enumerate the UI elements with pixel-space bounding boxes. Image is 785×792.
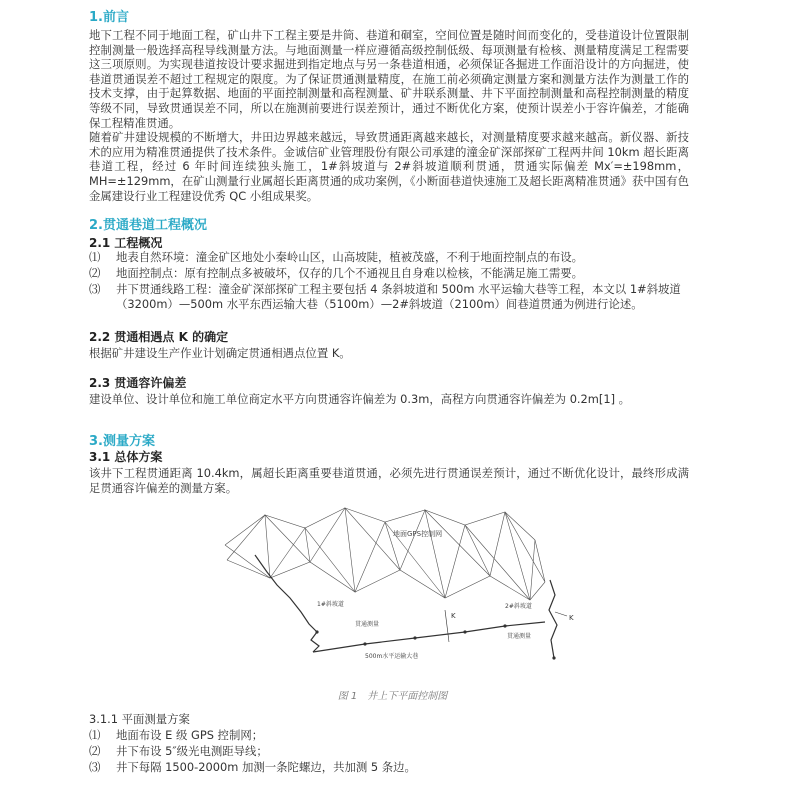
k-marker-line [445, 610, 449, 642]
k-point-label-2: K [569, 614, 574, 622]
section-3-1-body: 该井下工程贯通距离 10.4km，属超长距离重要巷道贯通，必须先进行贯通误差预计，通过不断优化设计，最终形成满足贯通容许偏差的测量方案。 [89, 466, 689, 495]
tunnel-label: 500m水平运输大巷 [365, 653, 419, 660]
list-item-text: 地表自然环境：潼金矿区地处小秦岭山区，山高坡陡，植被茂盛，不利于地面控制点的布设。 [116, 250, 584, 264]
section-2-3-body: 建设单位、设计单位和施工单位商定水平方向贯通容许偏差为 0.3m，高程方向贯通容许偏差为 0.2m[1] 。 [89, 392, 631, 406]
list-item-text: 地面控制点：原有控制点多被破坏，仅存的几个不通视且自身难以检核，不能满足施工需要。 [116, 266, 584, 280]
section-3-heading: 3.测量方案 [89, 434, 155, 449]
measure-1-label: 贯通测量 [355, 621, 380, 628]
list-item-number: ⑶ [89, 760, 101, 774]
list-item-number: ⑴ [89, 728, 101, 742]
list-item-number: ⑵ [89, 266, 101, 280]
list-item-text: 井下每隔 1500-2000m 加测一条陀螺边，共加测 5 条边。 [116, 760, 416, 774]
section-2-heading: 2.贯通巷道工程概况 [89, 218, 207, 233]
section-3-1-heading: 3.1 总体方案 [89, 450, 163, 464]
section-3-1-1-heading: 3.1.1 平面测量方案 [89, 712, 190, 726]
list-item-text: 地面布设 E 级 GPS 控制网； [116, 728, 264, 742]
incline-1-label: 1#斜坡道 [317, 601, 344, 608]
list-item-number: ⑶ [89, 282, 101, 296]
measure-2-label: 贯通测量 [507, 633, 532, 640]
section-2-3-heading: 2.3 贯通容许偏差 [89, 376, 187, 390]
section-2-1-heading: 2.1 工程概况 [89, 236, 163, 250]
traverse-points [315, 624, 555, 659]
k-point-label: K [451, 612, 456, 620]
section-1-paragraph-2: 随着矿井建设规模的不断增大，井田边界越来越远，导致贯通距离越来越长，对测量精度要求越来越高。新仪器、新技术的应用为精准贯通提供了技术条件。金诚信矿业管理股份有限公司承建的潼金矿深部探矿工程两井间 10km 超长距离巷道工程，经过 6 年时间连续独头施工，1#斜坡道与 2#斜坡道顺利贯通，贯通实际偏差 Mx′=±198mm，MH=±129mm，在矿山测量行业属超长距离贯通的成功案例，《小断面巷道快速施工及超长距离精准贯通》获中国有色金属建设行业工程建设优秀 QC 小组成果奖。 [89, 130, 689, 203]
incline-2-label: 2#斜坡道 [505, 603, 532, 610]
control-network-figure [205, 500, 585, 676]
section-1-body [89, 28, 689, 203]
section-1-paragraph-1: 地下工程不同于地面工程，矿山井下工程主要是井筒、巷道和硐室，空间位置是随时间而变化的，受巷道设计位置限制控制测量一般选择高程导线测量方法。与地面测量一样应遵循高级控制低级、每项测量有检核、测量精度满足工程需要这三项原则。为实现巷道按设计要求掘进到指定地点与另一条巷道相通，必须保证各掘进工作面沿设计的方向掘进，使巷道贯通误差不超过工程规定的限度。为了保证贯通测量精度，在施工前必须确定测量方案和测量方法作为测量工作的技术支撑，由于起算数据、地面的平面控制测量和高程测量、矿井联系测量、井下平面控制测量和高程控制测量的精度等级不同，导致贯通误差不同，所以在施测前要进行误差预计，通过不断优化方案，使预计误差小于容许偏差，才能确保工程精准贯通。 [89, 28, 689, 130]
k-marker-line-2 [555, 612, 567, 616]
gps-network-lines [225, 508, 545, 600]
gps-network-label: 地面GPS控制网 [393, 530, 443, 538]
list-item-text: 井下贯通线路工程：潼金矿深部探矿工程主要包括 4 条斜坡道和 500m 水平运输大巷等工程，本文以 1#斜坡道（3200m）—500m 水平东西运输大巷（5100m）—2#斜坡道（2100m）间巷道贯通为例进行论述。 [116, 282, 681, 311]
section-1-heading: 1.前言 [89, 10, 129, 25]
list-item-number: ⑴ [89, 250, 101, 264]
list-item-text: 井下布设 5″级光电测距导线； [116, 744, 268, 758]
list-item-number: ⑵ [89, 744, 101, 758]
section-2-2-heading: 2.2 贯通相遇点 K 的确定 [89, 330, 229, 344]
section-2-2-body: 根据矿井建设生产作业计划确定贯通相遇点位置 K。 [89, 346, 351, 360]
figure-caption: 图 1 井上下平面控制图 [337, 691, 448, 702]
